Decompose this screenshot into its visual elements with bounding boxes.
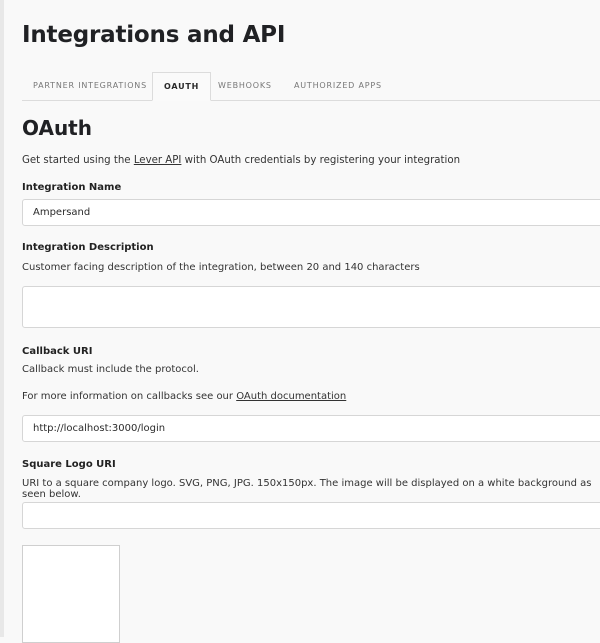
integration-name-input[interactable]: [22, 199, 600, 226]
section-title: OAuth: [22, 116, 92, 140]
tab-oauth[interactable]: OAUTH: [152, 72, 211, 101]
intro-text: [22, 155, 460, 166]
logo-preview-box: [22, 545, 120, 643]
callback-uri-label: Callback URI: [22, 346, 93, 357]
tab-authorized-apps[interactable]: AUTHORIZED APPS: [294, 81, 382, 90]
page-title: Integrations and API: [22, 22, 286, 48]
tab-webhooks[interactable]: WEBHOOKS: [218, 81, 272, 90]
square-logo-uri-input[interactable]: [22, 502, 600, 529]
callback-uri-input[interactable]: [22, 415, 600, 442]
callback-uri-help: Callback must include the protocol.: [22, 364, 199, 375]
integration-description-help: Customer facing description of the integration, between 20 and 140 characters: [22, 262, 420, 273]
left-edge-strip: [0, 0, 4, 637]
intro-text-start: Get started using the: [22, 155, 134, 166]
callback-uri-doc-note: [22, 391, 346, 402]
tab-bar: [22, 72, 600, 101]
lever-api-link[interactable]: Lever API: [133, 155, 182, 166]
square-logo-uri-help: URI to a square company logo. SVG, PNG, JPG. 150x150px. The image will be displayed on a white background as seen below.: [22, 478, 592, 500]
callback-doc-text: For more information on callbacks see our: [22, 391, 237, 402]
integration-name-label: Integration Name: [22, 182, 122, 193]
square-logo-uri-label: Square Logo URI: [22, 459, 116, 470]
integration-description-label: Integration Description: [22, 242, 154, 253]
oauth-documentation-link[interactable]: OAuth documentation: [236, 391, 347, 402]
tab-partner-integrations[interactable]: PARTNER INTEGRATIONS: [33, 81, 147, 90]
intro-text-end: with OAuth credentials by registering your integration: [181, 155, 461, 166]
integration-description-textarea[interactable]: [22, 286, 600, 328]
